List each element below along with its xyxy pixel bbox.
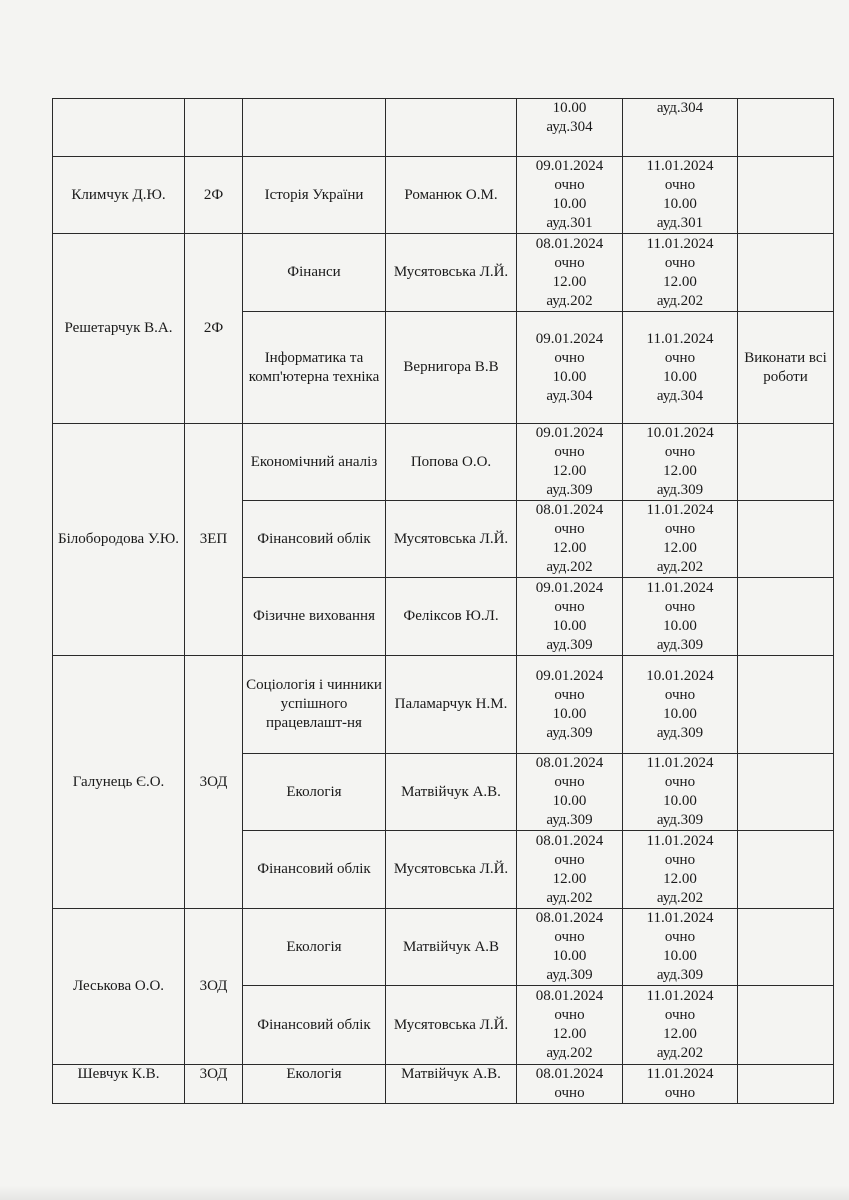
- date-cell-line: 10.00: [552, 793, 587, 809]
- note-cell: [738, 656, 834, 754]
- date-cell-line: ауд.202: [546, 559, 593, 575]
- subject-cell: Історія України: [243, 157, 386, 234]
- group-cell: 3ОД: [185, 909, 243, 1065]
- teacher-cell: Паламарчук Н.М.: [386, 656, 517, 754]
- date-cell-line: 11.01.2024: [646, 1066, 714, 1082]
- note-cell: Виконати всі роботи: [738, 312, 834, 424]
- table-row: [53, 909, 834, 986]
- date-cell-line: очно: [554, 254, 585, 271]
- student-cell: Білобородова У.Ю.: [53, 424, 185, 656]
- date-cell-line: 11.01.2024: [646, 158, 714, 174]
- date-cell-line: 12.00: [552, 1026, 587, 1042]
- first-date-cell: [517, 157, 623, 234]
- group-cell: 3ОД: [185, 1065, 243, 1104]
- date-cell-line: 12.00: [663, 1026, 697, 1042]
- subject-cell: Інформатика та комп'ютерна техніка: [243, 312, 386, 424]
- date-cell-line: 11.01.2024: [646, 502, 714, 518]
- date-cell-line: ауд.202: [656, 889, 704, 906]
- date-cell-line: 08.01.2024: [535, 910, 604, 926]
- table-row: [53, 656, 834, 754]
- teacher-cell: Матвійчук А.В.: [386, 754, 517, 831]
- second-date-cell: [623, 656, 738, 754]
- date-cell-line: очно: [664, 521, 696, 537]
- first-date-cell: [517, 831, 623, 909]
- group-cell: 3ОД: [185, 656, 243, 909]
- second-date-cell: [623, 501, 738, 578]
- date-cell-line: 11.01.2024: [646, 988, 714, 1004]
- second-date-cell: [623, 754, 738, 831]
- teacher-cell: Матвійчук А.В.: [386, 1065, 517, 1104]
- date-cell-line: 09.01.2024: [535, 330, 604, 347]
- date-cell-line: ауд.304: [546, 119, 593, 135]
- subject-cell: [243, 99, 386, 157]
- note-cell: [738, 831, 834, 909]
- date-cell-line: очно: [554, 598, 585, 615]
- subject-cell: Фінансовий облік: [243, 831, 386, 909]
- date-cell-line: 12.00: [552, 870, 587, 887]
- subject-cell: Екологія: [243, 909, 386, 986]
- date-cell-line: очно: [664, 1007, 696, 1023]
- date-cell-line: очно: [664, 349, 696, 366]
- date-cell-line: очно: [554, 1007, 585, 1023]
- date-cell-line: 11.01.2024: [646, 755, 714, 771]
- date-cell-line: очно: [554, 851, 585, 868]
- second-date-cell: [623, 1065, 738, 1104]
- student-cell: Шевчук К.В.: [53, 1065, 185, 1104]
- date-cell-line: очно: [664, 1085, 696, 1101]
- date-cell-line: 12.00: [663, 463, 697, 479]
- second-date-cell: [623, 424, 738, 501]
- date-cell-line: 11.01.2024: [646, 330, 714, 347]
- date-cell-line: очно: [664, 929, 696, 945]
- table-row: [53, 424, 834, 501]
- teacher-cell: [386, 99, 517, 157]
- date-cell-line: очно: [554, 444, 585, 460]
- date-cell-line: ауд.309: [546, 967, 593, 983]
- first-date-cell: [517, 99, 623, 157]
- date-cell-line: 08.01.2024: [535, 502, 604, 518]
- note-cell: [738, 234, 834, 312]
- student-cell: Галунець Є.О.: [53, 656, 185, 909]
- date-cell-line: очно: [664, 774, 696, 790]
- subject-cell: Екологія: [243, 1065, 386, 1104]
- date-cell-line: 12.00: [552, 273, 587, 290]
- date-cell-line: ауд.301: [656, 215, 704, 231]
- date-cell-line: ауд.309: [546, 636, 593, 653]
- second-date-cell: [623, 312, 738, 424]
- date-cell-line: 11.01.2024: [646, 579, 714, 596]
- date-cell-line: ауд.202: [656, 292, 704, 309]
- table-row: [53, 234, 834, 312]
- date-cell-line: 11.01.2024: [646, 832, 714, 849]
- student-cell: Климчук Д.Ю.: [53, 157, 185, 234]
- group-cell: 3ЕП: [185, 424, 243, 656]
- table-row: [53, 157, 834, 234]
- date-cell-line: 10.00: [663, 368, 697, 385]
- date-cell-line: 12.00: [552, 540, 587, 556]
- date-cell-line: 10.00: [552, 948, 587, 964]
- date-cell-line: 09.01.2024: [535, 425, 604, 441]
- note-cell: [738, 1065, 834, 1104]
- second-date-cell: [623, 234, 738, 312]
- note-cell: [738, 424, 834, 501]
- second-date-cell: [623, 986, 738, 1065]
- date-cell-line: 08.01.2024: [535, 1066, 604, 1082]
- date-cell-line: ауд.304: [546, 387, 593, 404]
- date-cell-line: очно: [554, 929, 585, 945]
- date-cell-line: очно: [664, 598, 696, 615]
- date-cell-line: очно: [664, 254, 696, 271]
- date-cell-line: ауд.304: [656, 387, 704, 404]
- date-cell-line: ауд.309: [546, 482, 593, 498]
- subject-cell: Фінансовий облік: [243, 986, 386, 1065]
- note-cell: [738, 501, 834, 578]
- first-date-cell: [517, 501, 623, 578]
- first-date-cell: [517, 234, 623, 312]
- date-cell-line: 09.01.2024: [535, 579, 604, 596]
- date-cell-line: ауд.202: [656, 559, 704, 575]
- date-cell-line: 12.00: [552, 463, 587, 479]
- date-cell-line: ауд.202: [546, 889, 593, 906]
- date-cell-line: ауд.309: [656, 967, 704, 983]
- second-date-cell: [623, 99, 738, 157]
- date-cell-line: ауд.202: [546, 1045, 593, 1061]
- date-cell-line: очно: [554, 177, 585, 193]
- page-bottom-edge: [0, 1186, 849, 1200]
- date-cell-line: 11.01.2024: [646, 910, 714, 926]
- first-date-cell: [517, 1065, 623, 1104]
- date-cell-line: ауд.301: [546, 215, 593, 231]
- table-row: [53, 99, 834, 157]
- note-cell: [738, 157, 834, 234]
- date-cell-line: 11.01.2024: [646, 235, 714, 252]
- date-cell-line: очно: [554, 774, 585, 790]
- first-date-cell: [517, 312, 623, 424]
- date-cell-line: 09.01.2024: [535, 158, 604, 174]
- date-cell-line: ауд.202: [546, 292, 593, 309]
- date-cell-line: 10.00: [552, 196, 587, 212]
- subject-cell: Фінанси: [243, 234, 386, 312]
- subject-cell: Соціологія і чинники успішного працевлашт-ня: [243, 656, 386, 754]
- first-date-cell: [517, 754, 623, 831]
- date-cell-line: ауд.202: [656, 1045, 704, 1061]
- date-cell-line: очно: [664, 686, 696, 703]
- first-date-cell: [517, 986, 623, 1065]
- teacher-cell: Мусятовська Л.Й.: [386, 501, 517, 578]
- date-cell-line: 10.00: [552, 705, 587, 722]
- first-date-cell: [517, 909, 623, 986]
- first-date-cell: [517, 656, 623, 754]
- second-date-cell: [623, 157, 738, 234]
- teacher-cell: Мусятовська Л.Й.: [386, 986, 517, 1065]
- date-cell-line: 12.00: [663, 870, 697, 887]
- group-cell: 2Ф: [185, 157, 243, 234]
- date-cell-line: 12.00: [663, 273, 697, 290]
- date-cell-line: 10.00: [663, 196, 697, 212]
- teacher-cell: Попова О.О.: [386, 424, 517, 501]
- date-cell-line: очно: [664, 444, 696, 460]
- subject-cell: Фінансовий облік: [243, 501, 386, 578]
- date-cell-line: 10.00: [552, 368, 587, 385]
- student-cell: Решетарчук В.А.: [53, 234, 185, 424]
- teacher-cell: Матвійчук А.В: [386, 909, 517, 986]
- date-cell-line: 10.00: [552, 617, 587, 634]
- group-cell: 2Ф: [185, 234, 243, 424]
- date-cell-line: 10.00: [663, 705, 697, 722]
- subject-cell: Економічний аналіз: [243, 424, 386, 501]
- group-cell: [185, 99, 243, 157]
- date-cell-line: 08.01.2024: [535, 235, 604, 252]
- date-cell-line: ауд.309: [546, 812, 593, 828]
- first-date-cell: [517, 424, 623, 501]
- note-cell: [738, 986, 834, 1065]
- student-cell: [53, 99, 185, 157]
- date-cell-line: 12.00: [663, 540, 697, 556]
- date-cell-line: ауд.309: [546, 724, 593, 741]
- date-cell-line: 10.00: [663, 793, 697, 809]
- date-cell-line: ауд.309: [656, 812, 704, 828]
- note-cell: [738, 909, 834, 986]
- first-date-cell: [517, 578, 623, 656]
- subject-cell: Екологія: [243, 754, 386, 831]
- date-cell-line: 10.00: [663, 948, 697, 964]
- retake-schedule-table: [52, 98, 834, 1104]
- date-cell-line: ауд.309: [656, 724, 704, 741]
- date-cell-line: очно: [664, 177, 696, 193]
- table-row: [53, 1065, 834, 1104]
- date-cell-line: очно: [554, 686, 585, 703]
- date-cell-line: очно: [554, 349, 585, 366]
- teacher-cell: Мусятовська Л.Й.: [386, 831, 517, 909]
- second-date-cell: [623, 578, 738, 656]
- student-cell: Леськова О.О.: [53, 909, 185, 1065]
- date-cell-line: очно: [664, 851, 696, 868]
- teacher-cell: Феліксов Ю.Л.: [386, 578, 517, 656]
- teacher-cell: Романюк О.М.: [386, 157, 517, 234]
- note-cell: [738, 578, 834, 656]
- date-cell-line: очно: [554, 1085, 585, 1101]
- date-cell-line: 10.01.2024: [646, 425, 714, 441]
- date-cell-line: ауд.309: [656, 636, 704, 653]
- second-date-cell: [623, 909, 738, 986]
- teacher-cell: Мусятовська Л.Й.: [386, 234, 517, 312]
- date-cell-line: 08.01.2024: [535, 755, 604, 771]
- date-cell-line: очно: [554, 521, 585, 537]
- date-cell-line: 10.00: [552, 100, 587, 116]
- note-cell: [738, 754, 834, 831]
- date-cell-line: 08.01.2024: [535, 832, 604, 849]
- note-cell: [738, 99, 834, 157]
- date-cell-line: 10.01.2024: [646, 667, 714, 684]
- date-cell-line: ауд.304: [656, 100, 704, 116]
- date-cell-line: 10.00: [663, 617, 697, 634]
- date-cell-line: 08.01.2024: [535, 988, 604, 1004]
- date-cell-line: 09.01.2024: [535, 667, 604, 684]
- teacher-cell: Вернигора В.В: [386, 312, 517, 424]
- date-cell-line: ауд.309: [656, 482, 704, 498]
- subject-cell: Фізичне виховання: [243, 578, 386, 656]
- second-date-cell: [623, 831, 738, 909]
